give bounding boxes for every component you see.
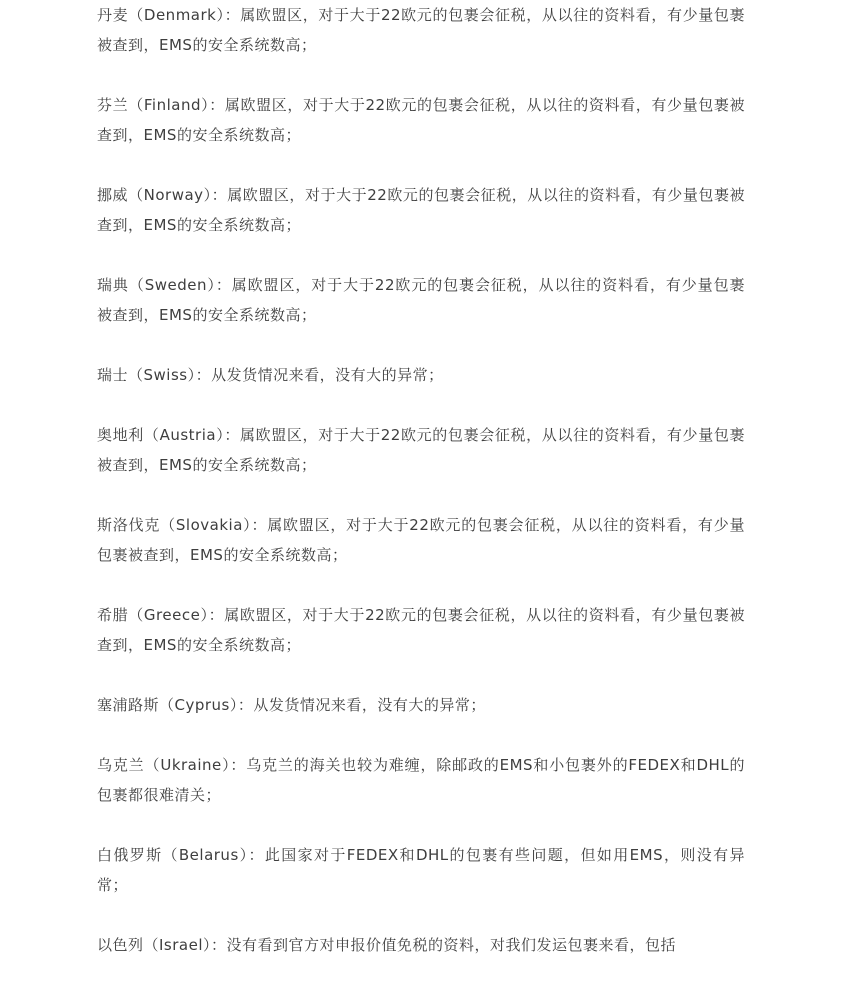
paragraph-ukraine: 乌克兰（Ukraine）：乌克兰的海关也较为难缠，除邮政的EMS和小包裹外的FEDEX和DHL的包裹都很难清关；: [97, 756, 745, 804]
paragraph-greece: 希腊（Greece）：属欧盟区，对于大于22欧元的包裹会征税，从以往的资料看，有少量包裹被查到，EMS的安全系统数高；: [97, 606, 745, 654]
paragraph-cyprus: 塞浦路斯（Cyprus）：从发货情况来看，没有大的异常；: [97, 696, 486, 714]
paragraph-swiss: 瑞士（Swiss）：从发货情况来看，没有大的异常；: [97, 366, 444, 384]
paragraph-sweden: 瑞典（Sweden）：属欧盟区，对于大于22欧元的包裹会征税，从以往的资料看，有少量包裹被查到，EMS的安全系统数高；: [97, 276, 745, 324]
article-body: [97, 0, 745, 990]
paragraph-finland: 芬兰（Finland）：属欧盟区，对于大于22欧元的包裹会征税，从以往的资料看，有少量包裹被查到，EMS的安全系统数高；: [97, 96, 745, 144]
paragraph-denmark: 丹麦（Denmark）：属欧盟区，对于大于22欧元的包裹会征税，从以往的资料看，有少量包裹被查到，EMS的安全系统数高；: [97, 6, 745, 54]
paragraph-austria: 奥地利（Austria）：属欧盟区，对于大于22欧元的包裹会征税，从以往的资料看，有少量包裹被查到，EMS的安全系统数高；: [97, 426, 745, 474]
paragraph-belarus: 白俄罗斯（Belarus）：此国家对于FEDEX和DHL的包裹有些问题，但如用EMS，则没有异常；: [97, 846, 745, 894]
paragraph-slovakia: 斯洛伐克（Slovakia）：属欧盟区，对于大于22欧元的包裹会征税，从以往的资料看，有少量包裹被查到，EMS的安全系统数高；: [97, 516, 745, 564]
paragraph-norway: 挪威（Norway）：属欧盟区，对于大于22欧元的包裹会征税，从以往的资料看，有少量包裹被查到，EMS的安全系统数高；: [97, 186, 745, 234]
paragraph-israel: 以色列（Israel）：没有看到官方对申报价值免税的资料，对我们发运包裹来看，包括: [97, 936, 676, 954]
